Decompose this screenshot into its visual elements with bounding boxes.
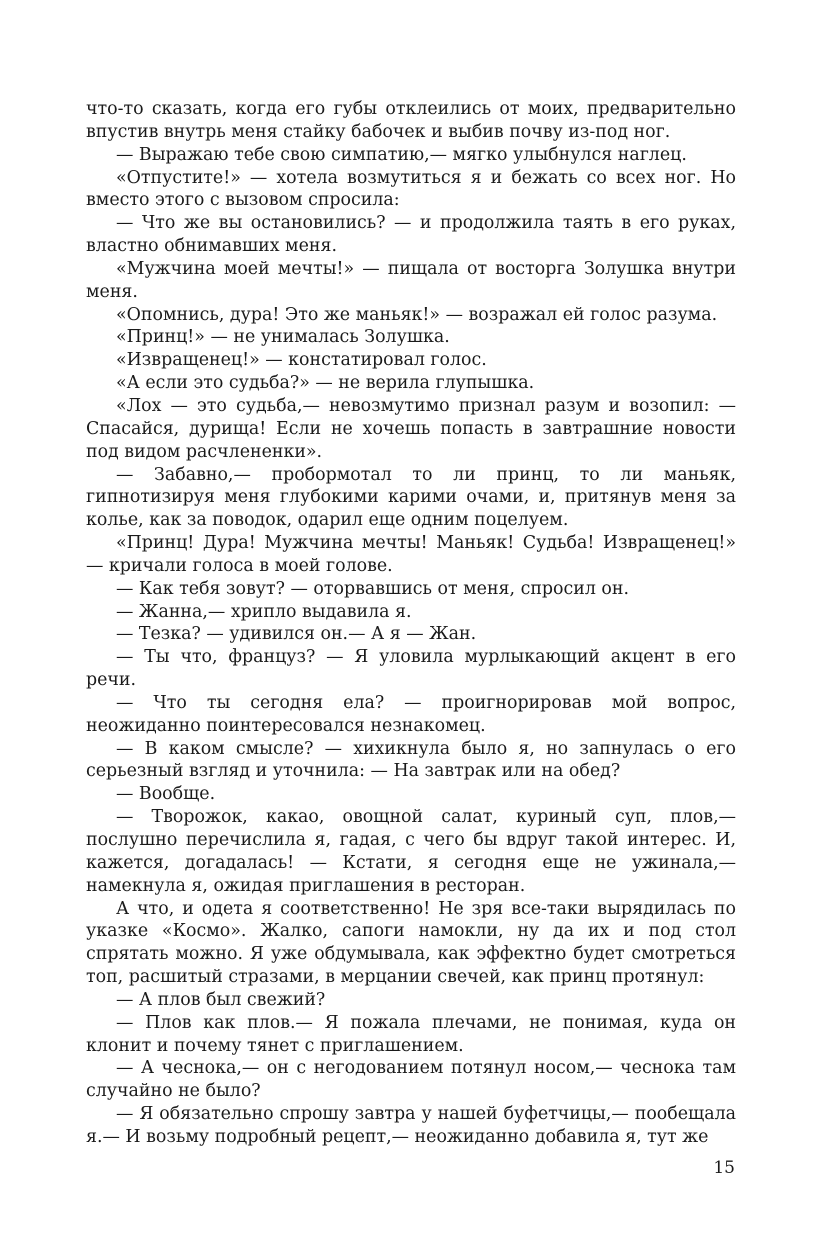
paragraph: — Плов как плов.— Я пожала плечами, не понимая, куда он клонит и почему тянет с приглашением.: [86, 1012, 736, 1056]
paragraph: — Ты что, француз? — Я уловила мурлыкающий акцент в его речи.: [86, 647, 736, 691]
paragraph: — Что же вы остановились? — и продолжила таять в его руках, властно обнимавших меня.: [86, 213, 736, 257]
paragraph: — Тезка? — удивился он.— А я — Жан.: [116, 624, 477, 645]
paragraph: — В каком смысле? — хихикнула было я, но запнулась о его серьезный взгляд и уточнила: — На завтрак или на обед?: [86, 738, 736, 782]
page-number: 15: [713, 1158, 735, 1178]
paragraph: «Мужчина моей мечты!» — пищала от восторга Золушка внутри меня.: [86, 258, 736, 302]
paragraph: — Что ты сегодня ела? — проигнорировав мой вопрос, неожиданно поинтересовался незнакомец.: [86, 692, 736, 736]
paragraph: «Опомнись, дура! Это же маньяк!» — возражал ей голос разума.: [116, 304, 718, 325]
paragraph: «Принц! Дура! Мужчина мечты! Маньяк! Судьба! Извращенец!» — кричали голоса в моей голове.: [86, 533, 736, 576]
paragraph: А что, и одета я соответственно! Не зря все-таки вырядилась по указке «Космо». Жалко, сапоги намокли, ну да их и под стол спрятать можно. Я уже обдумывала, как эффектно будет смотреться топ, расшитый стразами, в мерцании свечей, как принц протянул:: [86, 898, 736, 988]
paragraph: — Я обязательно спрошу завтра у нашей буфетчицы,— пообещала я.— И возьму подробный рецепт,— неожиданно добавила я, тут же: [86, 1104, 736, 1147]
paragraph: «Принц!» — не унималась Золушка.: [116, 327, 450, 348]
paragraph: — Как тебя зовут? — оторвавшись от меня, спросил он.: [116, 578, 630, 599]
paragraph: — Забавно,— пробормотал то ли принц, то ли маньяк, гипнотизируя меня глубокими карими очами, и, притянув меня за колье, как за поводок, одарил еще одним поцелуем.: [86, 464, 736, 531]
paragraph: — Жанна,— хрипло выдавила я.: [116, 601, 412, 622]
page-body: [86, 98, 736, 1149]
paragraph: — Выражаю тебе свою симпатию,— мягко улыбнулся наглец.: [116, 144, 687, 165]
paragraph: «Лох — это судьба,— невозмутимо признал разум и возопил: — Спасайся, дурища! Если не хочешь попасть в завтрашние новости под видом расчлененки».: [86, 395, 736, 462]
paragraph: — А плов был свежий?: [116, 989, 326, 1010]
paragraph: «Отпустите!» — хотела возмутиться я и бежать со всех ног. Но вместо этого с вызовом спросила:: [86, 167, 736, 211]
paragraph: — А чеснока,— он с негодованием потянул носом,— чеснока там случайно не было?: [86, 1058, 736, 1102]
paragraph: что-то сказать, когда его губы отклеились от моих, предварительно впустив внутрь меня стайку бабочек и выбив почву из-под ног.: [86, 99, 736, 142]
paragraph: «А если это судьба?» — не верила глупышка.: [116, 373, 535, 394]
paragraph: «Извращенец!» — констатировал голос.: [116, 350, 487, 371]
paragraph: — Вообще.: [116, 784, 216, 805]
paragraph: — Творожок, какао, овощной салат, куриный суп, плов,— послушно перечислила я, гадая, с чего бы вдруг такой интерес. И, кажется, догадалась! — Кстати, я сегодня еще не ужинала,— намекнула я, ожидая приглашения в ресторан.: [86, 807, 736, 896]
